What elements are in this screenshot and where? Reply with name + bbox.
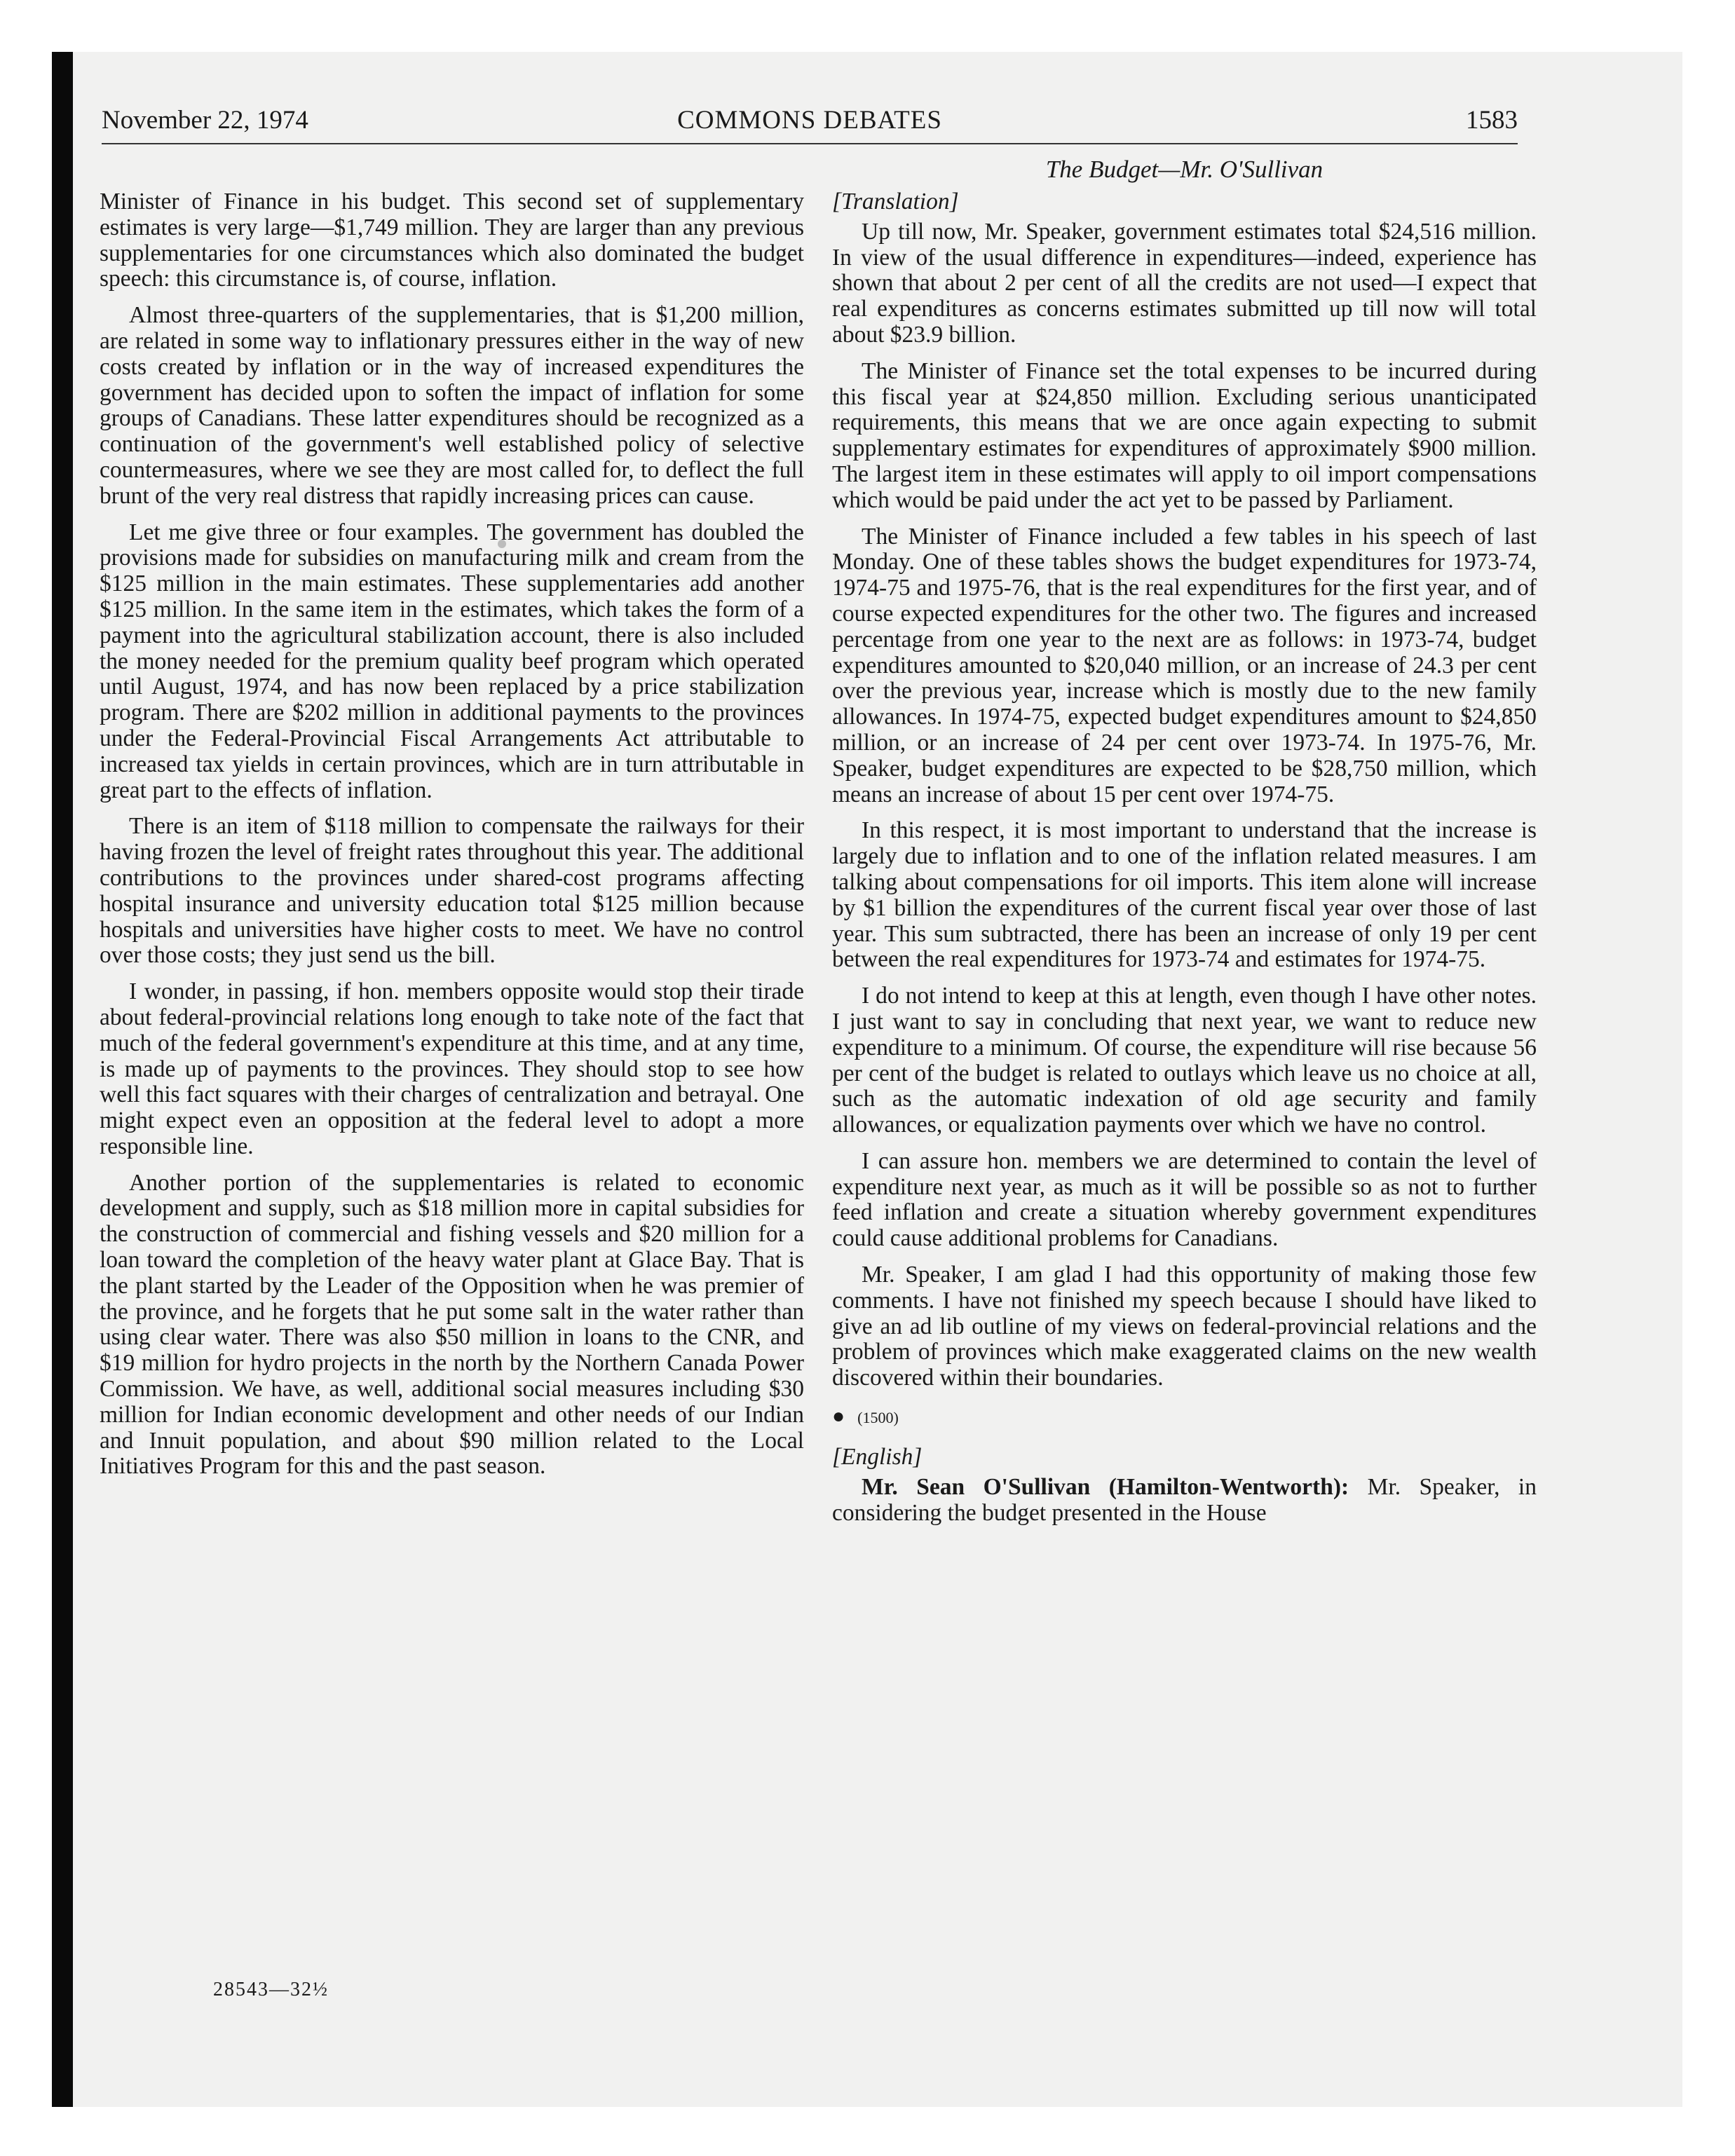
running-head: The Budget—Mr. O'Sullivan [1045, 156, 1324, 183]
speaker-paragraph [832, 1475, 1537, 1527]
header-date: November 22, 1974 [102, 106, 308, 135]
time-marker [832, 1404, 1537, 1431]
header-rule [102, 143, 1518, 144]
right-column [832, 156, 1537, 1536]
paragraph: There is an item of $118 million to compensate the railways for their having frozen the level of freight rates throughout this year. The additional contributions to the provinces under shared-cost programs affecting hospital insurance and university education total $125 million because hospitals and universities have higher costs to meet. We have no control over those costs; they just send us the bill. [100, 813, 804, 969]
paragraph: Another portion of the supplementaries is related to economic development and supply, such as $18 million more in capital subsidies for the construction of commercial and fishing vessels and $20 million for a loan toward the completion of the heavy water plant at Glace Bay. That is the plant started by the Leader of the Opposition when he was premier of the province, and he forgets that he put some salt in the water rather than using clear water. There was also $50 million in loans to the CNR, and $19 million for hydro projects in the north by the Northern Canada Power Commission. We have, as well, additional social measures including $30 million for Indian economic development and other needs of our Indian and Innuit population, and about $90 million related to the Local Initiatives Program for this and the past season. [100, 1169, 804, 1480]
page-header [102, 100, 1518, 142]
bullet-icon: ● [832, 1405, 845, 1428]
paragraph: The Minister of Finance set the total expenses to be incurred during this fiscal year at $24,850 million. Excluding serious unanticipated requirements, this means that we are once again expecting to submit supplementary estimates for expenditures of approximately $900 million. The largest item in these estimates will apply to oil import compensations which would be paid under the act yet to be passed by Parliament. [832, 357, 1537, 513]
paragraph: Mr. Speaker, I am glad I had this opportunity of making those few comments. I have not finished my speech because I should have liked to give an ad lib outline of my views on federal-provincial relations and the problem of provinces which make exaggerated claims on the new wealth discovered within their boundaries. [832, 1262, 1537, 1391]
speaker-text: Mr. Speaker, in considering the budget presented in the House [832, 1473, 1537, 1526]
scan-edge [52, 52, 73, 2107]
paragraph: Let me give three or four examples. The government has doubled the provisions made for subsidies on manufacturing milk and cream from the $125 million in the main estimates. These supplementaries add another $125 million. In the same item in the estimates, which takes the form of a payment into the agricultural stabilization account, there is also included the money needed for the premium quality beef program which operated until August, 1974, and has now been replaced by a price stabilization program. There are $202 million in additional payments to the provinces under the Federal-Provincial Fiscal Arrangements Act attributable to increased tax yields in certain provinces, which are in turn attributable in great part to the effects of inflation. [100, 519, 804, 803]
paragraph: Minister of Finance in his budget. This second set of supplementary estimates is very large—$1,749 million. They are larger than any previous supplementaries for one circumstances which also dominated the budget speech: this circumstance is, of course, inflation. [100, 189, 804, 292]
left-column [100, 189, 804, 1490]
time-marker-text: (1500) [857, 1409, 899, 1427]
paragraph: I do not intend to keep at this at length, even though I have other notes. I just want to say in concluding that next year, we want to reduce new expenditure to a minimum. Of course, the expenditure will rise because 56 per cent of the budget is related to outlays which leave us no choice at all, such as the automatic indexation of old age security and family allowances, or equalization payments over which we have no control. [832, 983, 1537, 1138]
footer-code: 28543—32½ [213, 1979, 329, 2000]
header-journal-title: COMMONS DEBATES [677, 106, 942, 135]
paragraph: The Minister of Finance included a few tables in his speech of last Monday. One of these tables shows the budget expenditures for 1973-74, 1974-75 and 1975-76, that is the real expenditures for the first year, and of course expected expenditures for the other two. The figures and increased percentage from one year to the next are as follows: in 1973-74, budget expenditures amounted to $20,040 million, or an increase of 24.3 per cent over the previous year, increase which is mostly due to the new family allowances. In 1974-75, expected budget expenditures amount to $24,850 million, or an increase of 24 per cent over 1973-74. In 1975-76, Mr. Speaker, budget expenditures are expected to be $28,750 million, which means an increase of about 15 per cent over 1974-75. [832, 523, 1537, 807]
paragraph: Up till now, Mr. Speaker, government estimates total $24,516 million. In view of the usual difference in expenditures—indeed, experience has shown that about 2 per cent of all the credits are not used—I expect that real expenditures as concerns estimates submitted up till now will total about $23.9 billion. [832, 218, 1537, 348]
speaker-name: Mr. Sean O'Sullivan (Hamilton-Wentworth): [862, 1473, 1349, 1500]
paragraph: Almost three-quarters of the supplementaries, that is $1,200 million, are related in some way to inflationary pressures either in the way of new costs created by inflation or in the way of increased expenditures the government has decided upon to soften the impact of inflation for some groups of Canadians. These latter expenditures should be recognized as a continuation of the government's well established policy of selective countermeasures, where we see they are most called for, to deflect the full brunt of the very real distress that rapidly increasing prices can cause. [100, 302, 804, 509]
paragraph: In this respect, it is most important to understand that the increase is largely due to inflation and to one of the inflation related measures. I am talking about compensations for oil imports. This item alone will increase by $1 billion the expenditures of the current fiscal year over those of last year. This sum subtracted, there has been an increase of only 19 per cent between the real expenditures for 1973-74 and estimates for 1974-75. [832, 817, 1537, 973]
header-page-number: 1583 [1466, 106, 1518, 135]
paragraph: I wonder, in passing, if hon. members opposite would stop their tirade about federal-provincial relations long enough to take note of the fact that much of the federal government's expenditure at this time, and at any time, is made up of payments to the provinces. They should stop to see how well this fact squares with their charges of centralization and betrayal. One might expect even an opposition at the federal level to adopt a more responsible line. [100, 978, 804, 1159]
english-label: [English] [832, 1444, 923, 1471]
paragraph: I can assure hon. members we are determined to contain the level of expenditure next year, as much as it will be possible so as not to further feed inflation and create a situation whereby government expenditures could cause additional problems for Canadians. [832, 1147, 1537, 1252]
translation-label: [Translation] [832, 189, 959, 214]
